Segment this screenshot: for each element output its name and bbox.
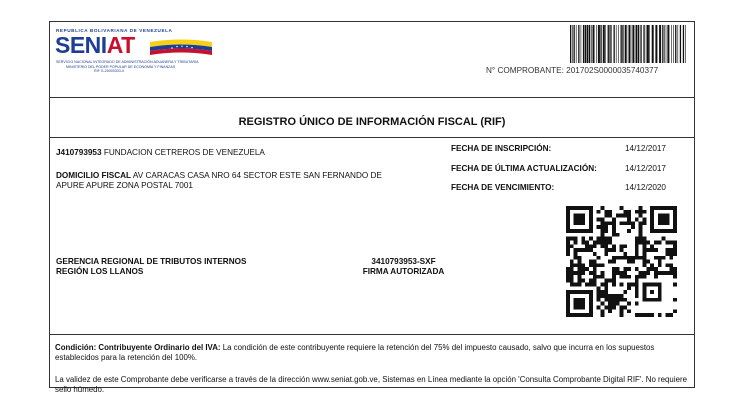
comprobante-number [486,66,658,75]
expiry-date-value: 14/12/2020 [625,183,666,192]
qr-code [566,206,677,317]
address-label: DOMICILIO FISCAL [56,171,132,180]
taxpayer-name: FUNDACION CETREROS DE VENEZUELA [103,148,265,157]
seniat-logo [55,34,135,57]
tax-office [56,257,246,276]
government-name: REPUBLICA BOLIVARIANA DE VENEZUELA [56,28,173,33]
registration-date-label: FECHA DE INSCRIPCIÓN: [451,144,552,153]
comprobante-label: N° COMPROBANTE: [486,66,564,75]
authorized-signature [355,257,452,276]
fiscal-address [56,171,382,190]
taxpayer-identity [56,148,265,158]
taxpayer-condition [55,343,691,362]
logo-subtitle [56,60,199,74]
logo-subtitle-line3: RIF G-20000303-0 [94,69,124,74]
divider [50,137,694,138]
logo-subtitle-line1: SERVICIO NACIONAL INTEGRADO DE ADMINISTRACIÓN ADUANERA Y TRIBUTARIA [56,60,199,64]
rif-certificate [49,21,695,394]
expiry-date-label: FECHA DE VENCIMIENTO: [451,183,555,192]
office-line2: REGIÓN LOS LLANOS [56,266,144,276]
venezuela-flag-icon [150,39,212,56]
logo-subtitle-line2: MINISTERIO DEL PODER POPULAR DE ECONOMÍA Y FINANZAS [66,64,176,69]
address-line2: APURE APURE ZONA POSTAL 7001 [56,180,193,190]
signature-code: 3410793953-SXF [371,257,436,266]
divider [50,334,694,335]
logo-text-part2: AT [106,32,135,58]
logo-text-part1: SENI [55,32,107,58]
registration-date-value: 14/12/2017 [625,144,666,153]
update-date-value: 14/12/2017 [625,164,666,173]
rif-number: J410793953 [56,148,102,157]
comprobante-value: 201702S0000035740377 [566,66,659,75]
document-title: REGISTRO ÚNICO DE INFORMACIÓN FISCAL (RIF) [238,116,506,128]
divider [50,97,694,98]
condition-label: Condición: Contribuyente Ordinario del IVA: [55,343,221,352]
address-line1: AV CARACAS CASA NRO 64 SECTOR ESTE SAN FERNANDO DE [132,171,382,180]
signature-label: FIRMA AUTORIZADA [362,266,445,276]
validity-notice: La validez de este Comprobante debe verificarse a través de la dirección www.seniat.gob.ve, Sistemas en Línea mediante la opción 'Consulta Comprobante Digital RIF'. No requiere sello húmedo. [55,375,687,394]
update-date-label: FECHA DE ÚLTIMA ACTUALIZACIÓN: [451,164,597,173]
barcode [568,25,688,63]
condition-text: La condición de este contribuyente requiere la retención del 75% del impuesto causado, salvo que incurra en los supuestos establecidos para la retención del 100%. [55,343,655,362]
office-line1: GERENCIA REGIONAL DE TRIBUTOS INTERNOS [56,257,247,266]
